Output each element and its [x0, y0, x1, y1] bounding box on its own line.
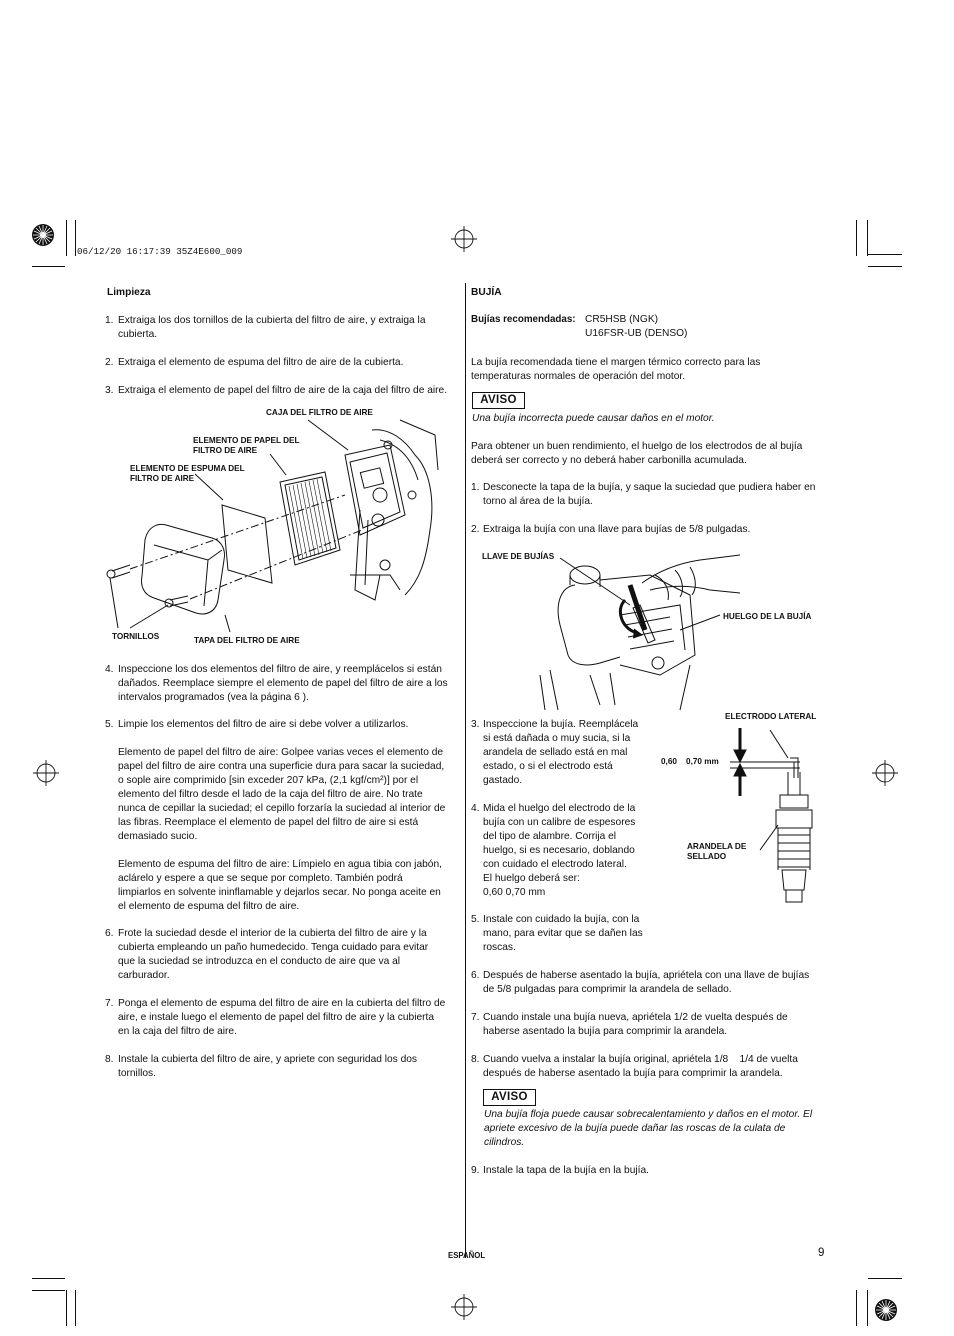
figure-label-huelgo: HUELGO DE LA BUJÍA: [723, 612, 812, 621]
section-heading-bujia: BUJÍA: [471, 287, 502, 298]
figure-label-llave: LLAVE DE BUJÍAS: [482, 552, 555, 561]
aviso-badge: AVISO: [483, 1089, 536, 1106]
figure-label-gap: 0,60 0,70 mm: [661, 757, 719, 766]
aviso-text: Una bujía floja puede causar sobrecalentamiento y daños en el motor. El apriete excesivo de la bujía puede dañar las roscas de la culata de cilindros.: [484, 1109, 813, 1148]
registration-mark-icon: [30, 222, 56, 248]
crosshair-icon: [872, 760, 898, 786]
figure-label-papel: ELEMENTO DE PAPEL DEL FILTRO DE AIRE: [193, 436, 300, 455]
aviso-text: Una bujía incorrecta puede causar daños en el motor.: [472, 413, 715, 424]
figure-label-arandela: ARANDELA DE SELLADO: [687, 842, 747, 861]
aviso-badge: AVISO: [472, 392, 525, 409]
crosshair-icon: [451, 1294, 477, 1320]
crosshair-icon: [33, 760, 59, 786]
paper-element-paragraph: Elemento de papel del filtro de aire: Golpee varias veces el elemento de papel del filtro de aire contra una superficie dura para sacar la suciedad, o sople aire comprimido [sin exceder 207 kPa, (2,1 kgf/cm²)] por el elemento del filtro desde el lado de la caja del filtro de aire. No trate nunca de cepillar la suciedad; el cepillo forzaría la suciedad al interior de las fibras. Reemplace el elemento de papel del filtro de aire si está demasiado sucio.: [118, 747, 446, 842]
figure-label-espuma: ELEMENTO DE ESPUMA DEL FILTRO DE AIRE: [130, 464, 245, 483]
crosshair-icon: [451, 226, 477, 252]
spark-plug-illustration: [700, 720, 830, 910]
recommended-plugs-values: CR5HSB (NGK) U16FSR-UB (DENSO): [585, 314, 688, 339]
figure-label-electrodo: ELECTRODO LATERAL: [725, 712, 817, 721]
registration-mark-icon: [873, 1297, 899, 1323]
figure-label-tapa: TAPA DEL FILTRO DE AIRE: [194, 636, 300, 645]
print-timestamp: 06/12/20 16:17:39 35Z4E600_009: [77, 246, 243, 257]
recommended-plugs-label: Bujías recomendadas:: [471, 314, 576, 325]
spark-plug-wrench-illustration: [530, 545, 745, 710]
figure-label-tornillos: TORNILLOS: [112, 632, 160, 641]
figure-label-caja: CAJA DEL FILTRO DE AIRE: [266, 408, 373, 417]
column-divider: [465, 283, 466, 1258]
intro-paragraph: La bujía recomendada tiene el margen térmico correcto para las temperaturas normales de operación del motor.: [471, 357, 761, 382]
section-heading-limpieza: Limpieza: [107, 287, 151, 298]
footer-language: ESPAÑOL: [448, 1251, 486, 1260]
performance-paragraph: Para obtener un buen rendimiento, el huelgo de los electrodos de al bujía deberá ser correcto y no deberá haber carbonilla acumulada.: [471, 441, 803, 466]
foam-element-paragraph: Elemento de espuma del filtro de aire: Límpielo en agua tibia con jabón, aclárelo y espere a que se seque por completo. También podrá limpiarlos en solvente ininflamable y dejarlos secar. No ponga aceite en el elemento de espuma del filtro de aire.: [118, 859, 442, 912]
page-number: 9: [818, 1247, 825, 1259]
